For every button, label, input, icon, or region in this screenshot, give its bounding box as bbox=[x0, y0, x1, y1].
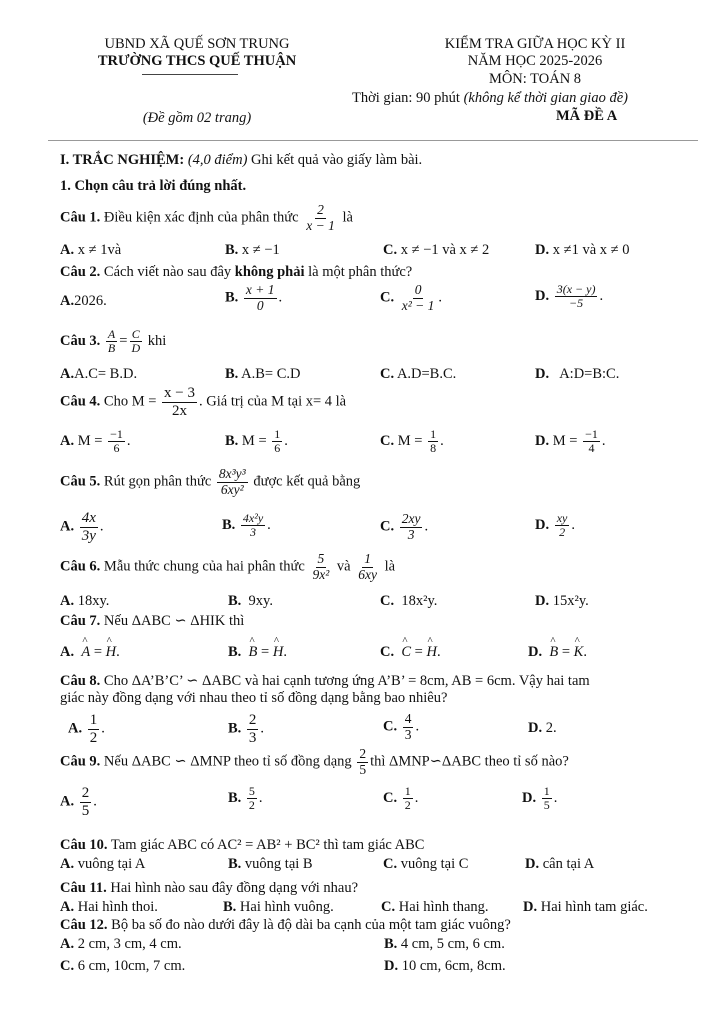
section-heading bbox=[60, 152, 422, 169]
exam-code: MÃ ĐỀ A bbox=[556, 108, 618, 124]
option-tail: . bbox=[126, 433, 131, 450]
option-tail: . bbox=[101, 720, 105, 737]
numerator: 4 bbox=[404, 711, 412, 726]
option-tail: . bbox=[116, 644, 120, 660]
fraction bbox=[583, 428, 600, 455]
option-tail: . bbox=[284, 433, 288, 450]
option-prefix: M = bbox=[552, 433, 578, 450]
angle-left: ^ C bbox=[401, 644, 411, 661]
q12-option-a[interactable] bbox=[60, 936, 182, 953]
fraction bbox=[555, 512, 570, 539]
option-letter: D. bbox=[535, 593, 550, 609]
question-label: Câu 11. bbox=[60, 880, 107, 896]
q10-option-a[interactable] bbox=[60, 856, 145, 873]
option-letter: C. bbox=[380, 289, 395, 306]
option-tail: . bbox=[278, 289, 283, 306]
option-letter: D. bbox=[528, 720, 543, 736]
numerator: 4x bbox=[81, 510, 96, 526]
option-tail: . bbox=[415, 718, 420, 735]
option-text: vuông tại A bbox=[77, 856, 146, 872]
denominator: 2x bbox=[172, 402, 188, 419]
question-11 bbox=[60, 880, 358, 897]
option-letter: B. bbox=[228, 644, 242, 660]
fraction bbox=[403, 785, 413, 812]
question-text-end: . Giá trị của M tại x= 4 là bbox=[199, 393, 347, 410]
option-tail: . bbox=[438, 289, 443, 306]
q1-option-c[interactable] bbox=[383, 242, 489, 259]
question-label: Câu 10. bbox=[60, 837, 108, 853]
subject: MÔN: TOÁN 8 bbox=[488, 71, 582, 87]
numerator: C bbox=[131, 327, 140, 341]
question-emphasis: không phải bbox=[234, 264, 305, 280]
fraction bbox=[244, 283, 277, 314]
q9-option-d[interactable] bbox=[522, 785, 557, 812]
denominator: B bbox=[107, 341, 116, 356]
time-note: (không kể thời gian giao đề) bbox=[463, 90, 628, 106]
option-tail: . bbox=[267, 517, 271, 534]
option-tail: . bbox=[436, 644, 441, 660]
numerator: 8x³y³ bbox=[218, 466, 246, 481]
option-letter: A. bbox=[60, 936, 75, 952]
numerator: 5 bbox=[317, 551, 325, 566]
q11-option-a[interactable] bbox=[60, 899, 158, 916]
q2-option-b[interactable] bbox=[225, 283, 282, 314]
option-text: 10 cm, 6cm, 8cm. bbox=[401, 958, 506, 974]
option-text: vuông tại B bbox=[244, 856, 313, 872]
fraction-2 bbox=[356, 552, 379, 583]
q7-option-a[interactable]: A. ^ A = ^ H. bbox=[60, 644, 120, 661]
q6-option-d[interactable] bbox=[535, 593, 589, 610]
equals-sign: = bbox=[119, 333, 128, 350]
denominator: 3y bbox=[81, 527, 96, 544]
numerator: 1 bbox=[404, 784, 411, 798]
option-tail: . bbox=[424, 518, 429, 535]
option-letter: B. bbox=[228, 856, 242, 872]
option-tail: . bbox=[99, 518, 104, 535]
question-text-end: thì ΔMNP∽ΔABC theo tỉ số nào? bbox=[370, 753, 569, 770]
fraction bbox=[428, 428, 438, 455]
option-letter: C. bbox=[383, 856, 398, 872]
option-letter: C. bbox=[383, 718, 398, 735]
option-text: 2026. bbox=[74, 293, 107, 309]
option-text: x ≠ 1và bbox=[77, 242, 122, 258]
option-letter: C. bbox=[381, 899, 396, 915]
option-letter: C. bbox=[380, 366, 395, 382]
q9-option-b[interactable] bbox=[228, 785, 263, 812]
q6-option-c[interactable] bbox=[380, 593, 437, 610]
option-letter: A. bbox=[60, 856, 75, 872]
question-text: Tam giác ABC có AC² = AB² + BC² thì tam giác ABC bbox=[110, 837, 425, 853]
fraction bbox=[241, 512, 265, 539]
q7-option-d[interactable]: D. ^ B = ^ K. bbox=[528, 644, 587, 661]
q10-option-b[interactable] bbox=[228, 856, 313, 873]
time-line bbox=[352, 90, 628, 107]
numerator: x − 3 bbox=[164, 385, 196, 401]
q8-option-d[interactable] bbox=[528, 720, 557, 737]
option-text: Hai hình thang. bbox=[398, 899, 489, 915]
option-text: 4 cm, 5 cm, 6 cm. bbox=[400, 936, 505, 952]
option-letter: D. bbox=[535, 288, 550, 305]
school-underline bbox=[142, 74, 238, 75]
denominator: x − 1 bbox=[306, 217, 335, 233]
option-letter: C. bbox=[383, 242, 398, 258]
question-12 bbox=[60, 917, 511, 934]
denominator: 5 bbox=[359, 761, 367, 777]
option-text: x ≠ −1 và x ≠ 2 bbox=[400, 242, 490, 258]
question-8 bbox=[60, 673, 590, 690]
option-letter: B. bbox=[228, 593, 242, 609]
school-authority: UBND XÃ QUẾ SƠN TRUNG bbox=[104, 36, 290, 52]
option-text: 18xy. bbox=[77, 593, 110, 609]
q11-option-c[interactable] bbox=[381, 899, 489, 916]
option-letter: A. bbox=[60, 644, 75, 660]
question-text: Nếu ΔABC ∽ ΔMNP theo tỉ số đồng dạng bbox=[103, 753, 352, 770]
option-tail: . bbox=[260, 720, 265, 737]
q8-option-c[interactable] bbox=[383, 712, 419, 743]
question-label: Câu 6. bbox=[60, 558, 101, 575]
option-letter: C. bbox=[383, 790, 398, 807]
section-title: I. TRẮC NGHIỆM: bbox=[60, 152, 185, 168]
angle-left: ^ B bbox=[249, 644, 258, 661]
option-letter: D. bbox=[535, 366, 550, 382]
option-letter: B. bbox=[225, 242, 239, 258]
numerator: 5 bbox=[248, 784, 255, 798]
section-subheading: 1. Chọn câu trả lời đúng nhất. bbox=[60, 178, 247, 194]
option-letter: B. bbox=[223, 899, 237, 915]
option-letter: D. bbox=[384, 958, 399, 974]
option-letter: C. bbox=[60, 958, 75, 974]
q12-option-c[interactable] bbox=[60, 958, 185, 975]
q8-option-a[interactable] bbox=[68, 712, 105, 746]
option-prefix: M = bbox=[77, 433, 103, 450]
question-label: Câu 3. bbox=[60, 333, 101, 350]
question-conjunction: và bbox=[336, 558, 351, 575]
question-text: Điều kiện xác định của phân thức bbox=[103, 209, 299, 226]
q4-option-d[interactable] bbox=[535, 428, 605, 455]
section-instruction: Ghi kết quả vào giấy làm bài. bbox=[251, 152, 423, 168]
denominator: 3 bbox=[407, 526, 415, 542]
numerator: x + 1 bbox=[245, 282, 275, 297]
q10-option-c[interactable] bbox=[383, 856, 468, 873]
fraction-right bbox=[129, 328, 142, 355]
option-letter: A. bbox=[60, 899, 75, 915]
q2-option-d[interactable] bbox=[535, 283, 603, 310]
denominator: 3 bbox=[248, 729, 257, 746]
numerator: xy bbox=[556, 511, 568, 525]
option-letter: D. bbox=[525, 856, 540, 872]
numerator: 3(x − y) bbox=[556, 282, 596, 296]
q9-option-c[interactable] bbox=[383, 785, 418, 812]
numerator: 1 bbox=[543, 784, 550, 798]
q10-option-d[interactable] bbox=[525, 856, 594, 873]
option-letter: B. bbox=[384, 936, 398, 952]
option-letter: A. bbox=[68, 720, 83, 737]
q5-option-d[interactable] bbox=[535, 512, 575, 539]
option-letter: C. bbox=[380, 518, 395, 535]
q4-option-a[interactable] bbox=[60, 428, 130, 455]
numerator: 2 bbox=[248, 712, 257, 728]
fraction-1 bbox=[310, 552, 331, 583]
denominator: 2 bbox=[404, 798, 411, 813]
option-tail: . bbox=[440, 433, 444, 450]
option-text: A.D=B.C. bbox=[396, 366, 457, 382]
school-year: NĂM HỌC 2025-2026 bbox=[467, 53, 603, 69]
option-text: cân tại A bbox=[542, 856, 595, 872]
option-letter: A. bbox=[60, 293, 75, 309]
numerator: 4x²y bbox=[242, 511, 264, 525]
exam-title: KIỂM TRA GIỮA HỌC KỲ II bbox=[444, 36, 626, 52]
question-4 bbox=[60, 385, 346, 419]
question-6 bbox=[60, 552, 395, 583]
denominator: 2 bbox=[559, 525, 566, 540]
question-5 bbox=[60, 467, 360, 498]
denominator: 8 bbox=[430, 441, 437, 456]
q12-option-d[interactable] bbox=[384, 958, 506, 975]
question-label: Câu 12. bbox=[60, 917, 108, 933]
option-tail: . bbox=[599, 288, 604, 305]
school-name: TRƯỜNG THCS QUẾ THUẬN bbox=[97, 53, 297, 69]
option-text: 6 cm, 10cm, 7 cm. bbox=[77, 958, 186, 974]
option-text: A:D=B:C. bbox=[559, 366, 620, 382]
angle-right: ^ H bbox=[426, 644, 436, 661]
option-text: 9xy. bbox=[248, 593, 273, 609]
q7-option-b[interactable]: B. ^ B = ^ H. bbox=[228, 644, 287, 661]
angle-left: ^ A bbox=[81, 644, 90, 661]
option-letter: B. bbox=[222, 517, 236, 534]
option-letter: B. bbox=[225, 433, 239, 450]
option-letter: A. bbox=[60, 793, 75, 810]
question-text-end: khi bbox=[147, 333, 167, 350]
option-text: 18x²y. bbox=[401, 593, 438, 609]
fraction bbox=[400, 512, 423, 543]
question-2 bbox=[60, 264, 412, 281]
option-text: x ≠1 và x ≠ 0 bbox=[552, 242, 630, 258]
fraction bbox=[400, 283, 437, 314]
q7-option-c[interactable]: C. ^ C = ^ H. bbox=[380, 644, 441, 661]
denominator: −5 bbox=[569, 296, 584, 311]
question-text: Hai hình nào sau đây đồng dạng với nhau? bbox=[110, 880, 359, 896]
option-letter: D. bbox=[523, 899, 538, 915]
question-text: Cách viết nào sau đây bbox=[103, 264, 232, 280]
denominator: 6 bbox=[113, 441, 120, 456]
option-letter: A. bbox=[60, 242, 75, 258]
denominator: 6 bbox=[274, 441, 281, 456]
header-divider bbox=[48, 140, 698, 141]
numerator: 2 bbox=[317, 202, 324, 217]
question-text: Rút gọn phân thức bbox=[103, 473, 212, 490]
option-letter: D. bbox=[535, 517, 550, 534]
fraction bbox=[357, 747, 368, 778]
q11-option-d[interactable] bbox=[523, 899, 648, 916]
numerator: 1 bbox=[364, 551, 371, 566]
numerator: 1 bbox=[430, 427, 437, 441]
denominator: 3 bbox=[250, 525, 257, 540]
denominator: 6xy bbox=[358, 566, 377, 582]
q3-option-a[interactable] bbox=[60, 366, 137, 383]
question-9 bbox=[60, 747, 569, 778]
fraction bbox=[542, 785, 552, 812]
q2-option-a[interactable] bbox=[60, 293, 107, 310]
question-label: Câu 8. bbox=[60, 673, 101, 689]
option-tail: . bbox=[601, 433, 606, 450]
option-letter: D. bbox=[535, 433, 550, 450]
angle-right: ^ H bbox=[273, 644, 283, 661]
q5-option-c[interactable] bbox=[380, 512, 428, 543]
question-3 bbox=[60, 328, 166, 355]
denominator: 6xy² bbox=[220, 481, 244, 497]
option-tail: . bbox=[93, 793, 97, 810]
q12-option-b[interactable] bbox=[384, 936, 505, 953]
q3-option-d[interactable] bbox=[535, 366, 619, 383]
q5-option-b[interactable] bbox=[222, 512, 271, 539]
fraction bbox=[247, 785, 257, 812]
question-text-end: là bbox=[384, 558, 396, 575]
option-letter: C. bbox=[380, 433, 395, 450]
fraction bbox=[217, 467, 248, 498]
option-letter: D. bbox=[528, 644, 543, 660]
q5-option-a[interactable] bbox=[60, 510, 104, 544]
option-tail: . bbox=[258, 790, 263, 807]
option-letter: B. bbox=[228, 720, 242, 737]
denominator: x² − 1 bbox=[401, 297, 435, 313]
numerator: 1 bbox=[89, 712, 98, 728]
option-text: 2. bbox=[545, 720, 557, 736]
numerator: 0 bbox=[414, 282, 422, 297]
q4-option-b[interactable] bbox=[225, 428, 288, 455]
option-letter: A. bbox=[60, 433, 75, 450]
q1-option-d[interactable] bbox=[535, 242, 629, 259]
question-7 bbox=[60, 613, 244, 630]
denominator: 5 bbox=[543, 798, 550, 813]
option-letter: B. bbox=[225, 366, 239, 382]
fraction-left bbox=[106, 328, 117, 355]
option-text: A.B= C.D bbox=[241, 366, 301, 382]
numerator: 2xy bbox=[401, 511, 421, 526]
q1-option-a[interactable] bbox=[60, 242, 121, 259]
option-tail: . bbox=[583, 644, 587, 660]
q1-option-b[interactable] bbox=[225, 242, 280, 259]
fraction bbox=[272, 428, 282, 455]
numerator: 2 bbox=[81, 785, 90, 801]
question-1 bbox=[60, 203, 353, 234]
q3-option-c[interactable] bbox=[380, 366, 456, 383]
denominator: 2 bbox=[89, 729, 98, 746]
option-tail: . bbox=[283, 644, 287, 660]
fraction bbox=[162, 385, 197, 419]
option-letter: B. bbox=[225, 289, 239, 306]
section-points: (4,0 điểm) bbox=[187, 152, 248, 168]
numerator: 1 bbox=[274, 427, 281, 441]
numerator: 2 bbox=[359, 746, 367, 761]
q6-option-b[interactable] bbox=[228, 593, 273, 610]
fraction bbox=[108, 428, 125, 455]
fraction bbox=[403, 712, 414, 743]
option-text: 15x²y. bbox=[552, 593, 589, 609]
q6-option-a[interactable] bbox=[60, 593, 109, 610]
denominator: 0 bbox=[256, 297, 264, 313]
angle-right: ^ H bbox=[106, 644, 116, 661]
option-letter: D. bbox=[522, 790, 537, 807]
question-text: Cho ΔA’B’C’ ∽ ΔABC và hai cạnh tương ứng A’B’ = 8cm, AB = 6cm. Vậy hai tam bbox=[103, 673, 590, 689]
option-text: Hai hình tam giác. bbox=[540, 899, 648, 915]
question-10 bbox=[60, 837, 424, 854]
option-text: 2 cm, 3 cm, 4 cm. bbox=[77, 936, 182, 952]
option-tail: . bbox=[571, 517, 576, 534]
fraction bbox=[80, 510, 98, 544]
denominator: 2 bbox=[248, 798, 255, 813]
option-letter: A. bbox=[60, 593, 75, 609]
question-text-end: là một phân thức? bbox=[308, 264, 413, 280]
question-text-end: là bbox=[342, 209, 353, 226]
fraction bbox=[247, 712, 259, 746]
option-prefix: M = bbox=[397, 433, 423, 450]
q9-option-a[interactable] bbox=[60, 785, 97, 819]
option-text: x ≠ −1 bbox=[241, 242, 280, 258]
option-text: Hai hình vuông. bbox=[239, 899, 334, 915]
fraction bbox=[555, 283, 598, 310]
option-tail: . bbox=[414, 790, 419, 807]
page-count-note: (Đề gồm 02 trang) bbox=[142, 110, 252, 126]
question-label: Câu 7. bbox=[60, 613, 101, 629]
denominator: D bbox=[131, 341, 141, 356]
q4-option-c[interactable] bbox=[380, 428, 444, 455]
option-text: vuông tại C bbox=[400, 856, 469, 872]
q11-option-b[interactable] bbox=[223, 899, 334, 916]
time-label: Thời gian: 90 phút bbox=[352, 90, 460, 106]
option-text: Hai hình thoi. bbox=[77, 899, 158, 915]
question-8-continued: giác này đồng dạng với nhau theo tỉ số đồng dạng bằng bao nhiêu? bbox=[60, 690, 448, 706]
numerator: −1 bbox=[585, 427, 598, 441]
option-letter: D. bbox=[535, 242, 550, 258]
question-label: Câu 4. bbox=[60, 393, 101, 410]
question-text: Nếu ΔABC ∽ ΔHIK thì bbox=[103, 613, 245, 629]
angle-left: ^ B bbox=[549, 644, 558, 661]
numerator: −1 bbox=[110, 427, 123, 441]
option-tail: . bbox=[553, 790, 558, 807]
question-label: Câu 5. bbox=[60, 473, 101, 490]
option-letter: C. bbox=[380, 644, 395, 660]
question-label: Câu 2. bbox=[60, 264, 101, 280]
fraction bbox=[304, 203, 337, 234]
option-prefix: M = bbox=[241, 433, 267, 450]
denominator: 3 bbox=[404, 726, 412, 742]
option-letter: A. bbox=[60, 366, 75, 382]
question-text-end: được kết quả bằng bbox=[253, 473, 361, 490]
denominator: 5 bbox=[81, 802, 90, 819]
option-text: A.C= B.D. bbox=[74, 366, 138, 382]
question-text: Bộ ba số đo nào dưới đây là độ dài ba cạnh của một tam giác vuông? bbox=[111, 917, 511, 933]
q2-option-c[interactable] bbox=[380, 283, 442, 314]
angle-right: ^ K bbox=[574, 644, 584, 661]
question-text: Cho M = bbox=[103, 393, 157, 410]
option-letter: C. bbox=[380, 593, 395, 609]
fraction bbox=[80, 785, 92, 819]
question-text: Mẫu thức chung của hai phân thức bbox=[103, 558, 305, 575]
option-letter: A. bbox=[60, 518, 75, 535]
denominator: 4 bbox=[588, 441, 595, 456]
denominator: 9x² bbox=[312, 566, 330, 582]
fraction bbox=[88, 712, 100, 746]
q3-option-b[interactable] bbox=[225, 366, 300, 383]
numerator: A bbox=[107, 327, 116, 341]
option-letter: B. bbox=[228, 790, 242, 807]
q8-option-b[interactable] bbox=[228, 712, 264, 746]
question-label: Câu 1. bbox=[60, 209, 101, 226]
question-label: Câu 9. bbox=[60, 753, 101, 770]
